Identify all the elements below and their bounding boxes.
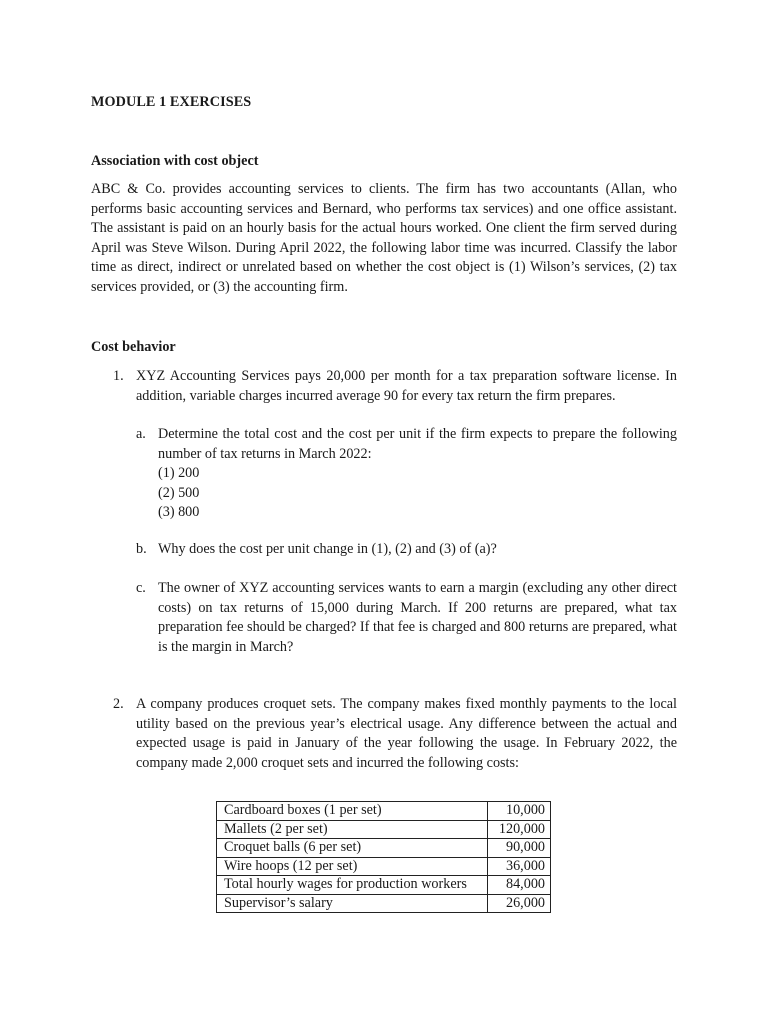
option-item: (2) 500 (158, 484, 200, 501)
cost-item: Mallets (2 per set) (217, 820, 488, 839)
subquestion-text: The owner of XYZ accounting services wants to earn a margin (excluding any other direct costs) on tax returns of 15,000 during March. If 200 returns are prepared, what tax preparation fee should be charged? If that fee is charged and 800 returns are prepared, what is the margin in March? (158, 580, 677, 655)
option-item: (1) 200 (158, 465, 200, 481)
cost-amount: 90,000 (488, 839, 551, 858)
subquestion-letter: a. (136, 426, 146, 442)
page-title: MODULE 1 EXERCISES (91, 94, 252, 110)
cost-item: Total hourly wages for production workers (217, 876, 488, 895)
association-paragraph: ABC & Co. provides accounting services to clients. The firm has two accountants (Allan, who performs basic accounting services and Bernard, who performs tax services) and one office assistant. The assistant is paid on an hourly basis for the actual hours worked. One client the firm served during April was Steve Wilson. During April 2022, the following labor time was incurred. Classify the labor time as direct, indirect or unrelated based on whether the cost object is (1) Wilson’s services, (2) tax services provided, or (3) the accounting firm. (91, 181, 677, 295)
table-row (217, 839, 551, 858)
cost-item: Croquet balls (6 per set) (217, 839, 488, 858)
table-row (217, 857, 551, 876)
cost-item: Wire hoops (12 per set) (217, 857, 488, 876)
section-heading-association: Association with cost object (91, 153, 259, 169)
cost-table (216, 801, 551, 913)
subquestion-letter: b. (136, 541, 147, 557)
option-item: (3) 800 (158, 504, 200, 520)
cost-amount: 26,000 (488, 894, 551, 913)
section-heading-cost-behavior: Cost behavior (91, 339, 176, 355)
subquestion-text: Determine the total cost and the cost per unit if the firm expects to prepare the following number of tax returns in March 2022: (158, 426, 677, 462)
cost-amount: 84,000 (488, 876, 551, 895)
cost-item: Cardboard boxes (1 per set) (217, 802, 488, 821)
subquestion-letter: c. (136, 580, 146, 596)
subquestion-text: Why does the cost per unit change in (1), (2) and (3) of (a)? (158, 541, 497, 557)
table-row (217, 820, 551, 839)
table-row (217, 894, 551, 913)
question-text: XYZ Accounting Services pays 20,000 per month for a tax preparation software license. In addition, variable charges incurred average 90 for every tax return the firm prepares. (136, 368, 677, 404)
cost-amount: 120,000 (488, 820, 551, 839)
table-row (217, 876, 551, 895)
question-number: 2. (113, 696, 124, 712)
options-list (158, 464, 677, 523)
table-row (217, 802, 551, 821)
cost-amount: 36,000 (488, 857, 551, 876)
question-text: A company produces croquet sets. The company makes fixed monthly payments to the local utility based on the previous year’s electrical usage. Any difference between the actual and expected usage is paid in January of the year following the usage. In February 2022, the company made 2,000 croquet sets and incurred the following costs: (136, 696, 677, 771)
cost-item: Supervisor’s salary (217, 894, 488, 913)
cost-amount: 10,000 (488, 802, 551, 821)
question-number: 1. (113, 368, 124, 384)
